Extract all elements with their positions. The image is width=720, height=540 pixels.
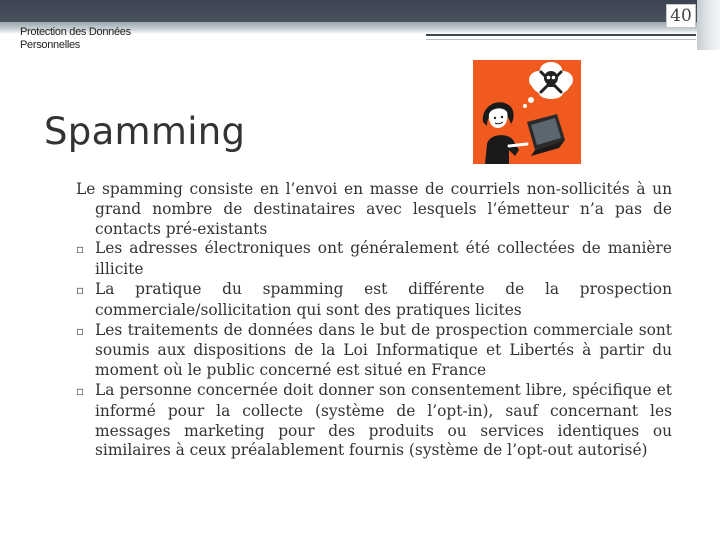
intro-paragraph bbox=[76, 180, 672, 239]
header-rule-light bbox=[426, 39, 696, 40]
right-decor-stripe bbox=[697, 0, 720, 50]
bullet-square-icon: ▫ bbox=[76, 323, 85, 338]
header-title-line2: Personnelles bbox=[20, 39, 80, 51]
bullet-square-icon: ▫ bbox=[76, 383, 85, 398]
header-title-line1: Protection des Données bbox=[20, 26, 131, 38]
bullet-square-icon: ▫ bbox=[76, 242, 85, 257]
bullet-text: Les adresses électroniques ont généralement été collectées de manière illicite bbox=[95, 239, 672, 279]
bullet-item bbox=[76, 239, 672, 280]
top-band bbox=[0, 0, 720, 22]
page-number: 40 bbox=[666, 4, 696, 28]
spammer-illustration bbox=[473, 60, 581, 164]
presentation-header bbox=[20, 26, 180, 52]
bullet-item bbox=[76, 381, 672, 461]
bullet-item bbox=[76, 321, 672, 381]
intro-text: Le spamming consiste en l’envoi en masse de courriels non-sollicités à un grand nombre de destinataires avec lesquels l’émetteur n’a pas de contacts pré-existants bbox=[76, 180, 672, 238]
bullet-text: La personne concernée doit donner son consentement libre, spécifique et informé pour la collecte (système de l’opt-in), sauf concernant les messages marketing pour des produits ou services identiques ou similaires à ceux préalablement fournis (système de l’opt-out autorisé) bbox=[95, 380, 672, 460]
laptop-icon bbox=[527, 114, 565, 156]
person-figure bbox=[483, 102, 527, 164]
header-rule bbox=[426, 34, 696, 36]
bullet-text: Les traitements de données dans le but de prospection commerciale sont soumis aux dispositions de la Loi Informatique et Libertés à partir du moment où le public concerné est situé en France bbox=[95, 320, 672, 380]
slide-body bbox=[76, 180, 672, 461]
bullet-item bbox=[76, 280, 672, 321]
bullet-square-icon: ▫ bbox=[76, 282, 85, 297]
slide-title: Spamming bbox=[44, 110, 246, 153]
bullet-text: La pratique du spamming est différente de la prospection commerciale/sollicitation qui sont des pratiques licites bbox=[95, 279, 672, 319]
